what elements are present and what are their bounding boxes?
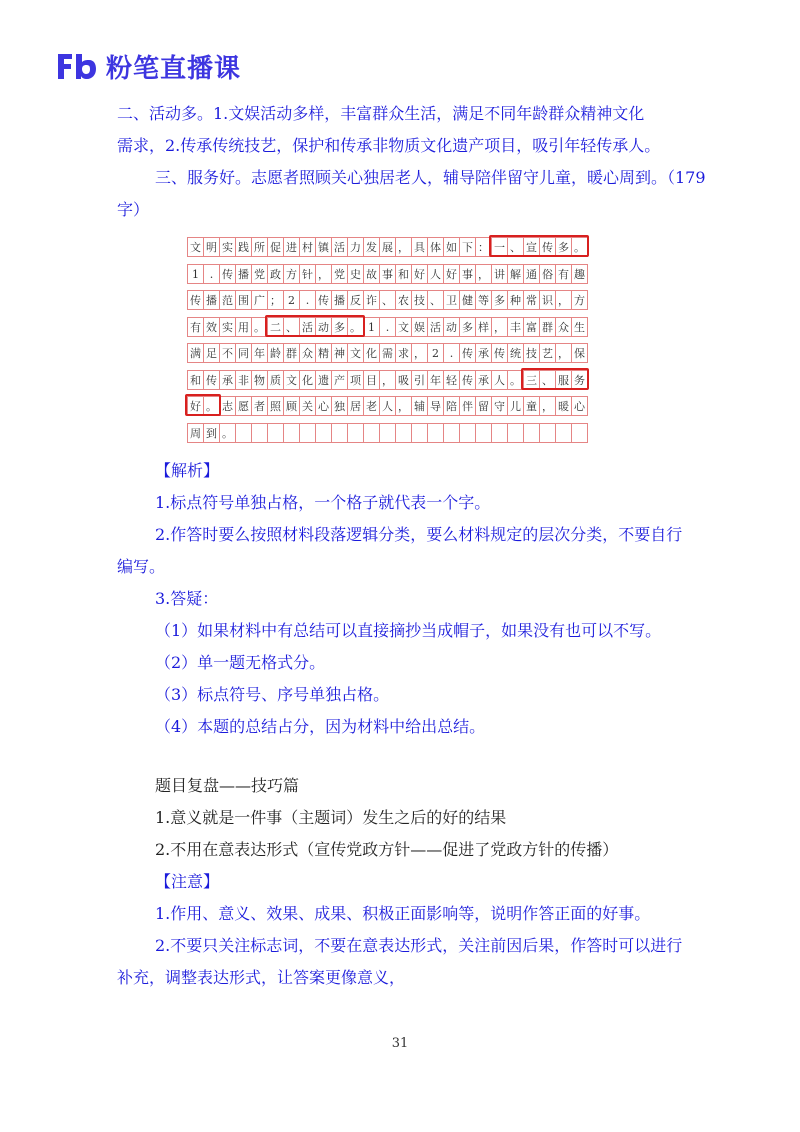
highlight-box: [265, 315, 365, 337]
grid-cell: 实: [219, 317, 236, 337]
grid-cell: 促: [267, 237, 284, 257]
grid-cell: [379, 423, 396, 443]
grid-cell: 文: [187, 237, 204, 257]
grid-cell: 践: [235, 237, 252, 257]
grid-cell: 文: [395, 317, 412, 337]
grid-cell: 体: [427, 237, 444, 257]
grid-cell: 解: [507, 264, 524, 284]
review-item: 2.不用在意表达形式（宣传党政方针——促进了党政方针的传播）: [155, 840, 619, 859]
grid-cell: 人: [427, 264, 444, 284]
grid-cell: 1: [187, 264, 204, 284]
grid-cell: 二: [267, 317, 284, 337]
grid-cell: [555, 423, 572, 443]
page-number: 31: [391, 1036, 409, 1051]
grid-cell: 党: [251, 264, 268, 284]
grid-row: [187, 261, 587, 287]
grid-cell: 群: [283, 343, 300, 363]
grid-cell: [427, 423, 444, 443]
grid-cell: 样: [475, 317, 492, 337]
grid-cell: [571, 423, 588, 443]
grid-cell: 暖: [555, 396, 572, 416]
grid-cell: 多: [491, 290, 508, 310]
grid-cell: 者: [251, 396, 268, 416]
grid-cell: 到: [203, 423, 220, 443]
analysis-item: （3）标点符号、序号单独占格。: [155, 685, 390, 704]
highlight-box: [185, 394, 221, 416]
grid-cell: 守: [491, 396, 508, 416]
grid-cell: 。: [219, 423, 236, 443]
grid-cell: 丰: [507, 317, 524, 337]
grid-cell: [299, 423, 316, 443]
notes-heading: 【注意】: [155, 872, 220, 891]
grid-cell: 用: [235, 317, 252, 337]
grid-cell: 独: [331, 396, 348, 416]
grid-cell: 心: [315, 396, 332, 416]
grid-cell: 务: [571, 370, 588, 390]
notes-item: 2.不要只关注标志词，不要在意表达形式，关注前因后果，作答时可以进行: [155, 936, 683, 955]
grid-cell: 目: [363, 370, 380, 390]
grid-cell: 传: [315, 290, 332, 310]
grid-cell: 农: [395, 290, 412, 310]
grid-cell: 非: [235, 370, 252, 390]
analysis-item: 编写。: [117, 557, 166, 576]
grid-cell: 留: [475, 396, 492, 416]
grid-cell: 服: [555, 370, 572, 390]
grid-cell: ，: [475, 264, 492, 284]
grid-cell: 承: [219, 370, 236, 390]
grid-cell: 所: [251, 237, 268, 257]
grid-cell: ，: [379, 370, 396, 390]
grid-cell: 辅: [411, 396, 428, 416]
grid-cell: 化: [299, 370, 316, 390]
grid-cell: 实: [219, 237, 236, 257]
notes-item: 1.作用、意义、效果、成果、积极正面影响等，说明作答正面的好事。: [155, 904, 651, 923]
grid-cell: 传: [203, 370, 220, 390]
grid-cell: 产: [331, 370, 348, 390]
grid-cell: 同: [235, 343, 252, 363]
grid-cell: 、: [539, 370, 556, 390]
grid-cell: 众: [299, 343, 316, 363]
grid-cell: 有: [187, 317, 204, 337]
grid-cell: 动: [443, 317, 460, 337]
body-line: 三、服务好。志愿者照顾关心独居老人，辅导陪伴留守儿童，暖心周到。（179: [155, 168, 706, 187]
analysis-item: 1.标点符号单独占格，一个格子就代表一个字。: [155, 493, 491, 512]
grid-row: [187, 393, 587, 419]
grid-cell: 童: [523, 396, 540, 416]
grid-cell: ，: [411, 343, 428, 363]
grid-cell: 明: [203, 237, 220, 257]
grid-cell: 围: [235, 290, 252, 310]
grid-cell: 和: [187, 370, 204, 390]
grid-cell: [411, 423, 428, 443]
grid-cell: ，: [539, 396, 556, 416]
grid-cell: [523, 423, 540, 443]
grid-cell: 引: [411, 370, 428, 390]
grid-cell: .: [443, 343, 460, 363]
grid-cell: ，: [395, 396, 412, 416]
grid-cell: 。: [251, 317, 268, 337]
grid-cell: 如: [443, 237, 460, 257]
grid-cell: 艺: [539, 343, 556, 363]
grid-cell: 多: [331, 317, 348, 337]
grid-cell: 传: [459, 343, 476, 363]
analysis-item: （2）单一题无格式分。: [155, 653, 326, 672]
grid-cell: 老: [363, 396, 380, 416]
grid-cell: 传: [187, 290, 204, 310]
grid-cell: 项: [347, 370, 364, 390]
grid-cell: 吸: [395, 370, 412, 390]
body-line: 二、活动多。1.文娱活动多样，丰富群众生活，满足不同年龄群众精神文化: [117, 104, 645, 123]
grid-cell: 富: [523, 317, 540, 337]
grid-cell: .: [379, 317, 396, 337]
grid-cell: 播: [235, 264, 252, 284]
grid-cell: 镇: [315, 237, 332, 257]
grid-cell: 照: [267, 396, 284, 416]
grid-cell: 技: [523, 343, 540, 363]
grid-cell: 力: [347, 237, 364, 257]
grid-cell: [315, 423, 332, 443]
grid-cell: 好: [411, 264, 428, 284]
grid-cell: 播: [203, 290, 220, 310]
grid-cell: 年: [251, 343, 268, 363]
grid-cell: 反: [347, 290, 364, 310]
grid-cell: 针: [299, 264, 316, 284]
grid-cell: 等: [475, 290, 492, 310]
grid-cell: 三: [523, 370, 540, 390]
grid-cell: 方: [571, 290, 588, 310]
grid-row: [187, 314, 587, 340]
grid-cell: 政: [267, 264, 284, 284]
grid-cell: 事: [379, 264, 396, 284]
grid-cell: 龄: [267, 343, 284, 363]
grid-cell: 统: [507, 343, 524, 363]
grid-cell: 技: [411, 290, 428, 310]
grid-cell: 2: [283, 290, 300, 310]
grid-cell: 。: [203, 396, 220, 416]
grid-cell: [251, 423, 268, 443]
grid-cell: 需: [379, 343, 396, 363]
notes-item: 补充，调整表达形式，让答案更像意义，: [117, 968, 406, 987]
grid-cell: 好: [187, 396, 204, 416]
grid-cell: [331, 423, 348, 443]
grid-cell: 质: [267, 370, 284, 390]
grid-cell: 承: [475, 370, 492, 390]
grid-cell: 遗: [315, 370, 332, 390]
grid-cell: 足: [203, 343, 220, 363]
grid-cell: 健: [459, 290, 476, 310]
grid-cell: 下: [459, 237, 476, 257]
grid-cell: [283, 423, 300, 443]
header-logo: [54, 46, 241, 86]
review-item: 1.意义就是一件事（主题词）发生之后的好的结果: [155, 808, 507, 827]
grid-cell: 广: [251, 290, 268, 310]
grid-cell: 众: [555, 317, 572, 337]
grid-cell: [363, 423, 380, 443]
grid-cell: .: [299, 290, 316, 310]
review-title: 题目复盘——技巧篇: [155, 776, 300, 795]
grid-cell: .: [203, 264, 220, 284]
grid-cell: 顾: [283, 396, 300, 416]
grid-cell: 轻: [443, 370, 460, 390]
grid-cell: ；: [267, 290, 284, 310]
grid-row: [187, 287, 587, 313]
grid-cell: 伴: [459, 396, 476, 416]
grid-cell: 故: [363, 264, 380, 284]
grid-cell: 效: [203, 317, 220, 337]
answer-grid: [183, 232, 627, 444]
grid-cell: 讲: [491, 264, 508, 284]
grid-cell: [395, 423, 412, 443]
grid-cell: 传: [459, 370, 476, 390]
grid-cell: 有: [555, 264, 572, 284]
grid-cell: 活: [299, 317, 316, 337]
grid-cell: 满: [187, 343, 204, 363]
grid-cell: 。: [347, 317, 364, 337]
grid-cell: 保: [571, 343, 588, 363]
grid-row: [187, 420, 587, 445]
grid-cell: 传: [219, 264, 236, 284]
grid-cell: 播: [331, 290, 348, 310]
grid-cell: 史: [347, 264, 364, 284]
grid-cell: ，: [315, 264, 332, 284]
grid-cell: 活: [331, 237, 348, 257]
grid-cell: 好: [443, 264, 460, 284]
grid-cell: ，: [555, 290, 572, 310]
grid-cell: 具: [411, 237, 428, 257]
grid-cell: 活: [427, 317, 444, 337]
grid-cell: 发: [363, 237, 380, 257]
analysis-heading: 【解析】: [155, 461, 220, 480]
grid-cell: 导: [427, 396, 444, 416]
grid-cell: 党: [331, 264, 348, 284]
grid-cell: 识: [539, 290, 556, 310]
grid-cell: [475, 423, 492, 443]
grid-cell: 心: [571, 396, 588, 416]
grid-cell: 、: [507, 237, 524, 257]
grid-cell: 周: [187, 423, 204, 443]
analysis-item: （1）如果材料中有总结可以直接摘抄当成帽子，如果没有也可以不写。: [155, 621, 662, 640]
analysis-item: 3.答疑：: [155, 589, 219, 608]
grid-cell: 诈: [363, 290, 380, 310]
grid-cell: 卫: [443, 290, 460, 310]
fenbi-logo-icon: [54, 48, 98, 84]
grid-cell: 方: [283, 264, 300, 284]
grid-cell: [235, 423, 252, 443]
analysis-item: （4）本题的总结占分，因为材料中给出总结。: [155, 717, 486, 736]
grid-cell: 关: [299, 396, 316, 416]
body-line: 需求，2.传承传统技艺，保护和传承非物质文化遗产项目，吸引年轻传承人。: [117, 136, 661, 155]
grid-cell: [491, 423, 508, 443]
grid-cell: 进: [283, 237, 300, 257]
grid-cell: 2: [427, 343, 444, 363]
grid-cell: [459, 423, 476, 443]
grid-cell: 1: [363, 317, 380, 337]
grid-cell: 常: [523, 290, 540, 310]
grid-cell: 年: [427, 370, 444, 390]
grid-cell: 动: [315, 317, 332, 337]
grid-cell: 求: [395, 343, 412, 363]
grid-cell: [267, 423, 284, 443]
grid-cell: 文: [283, 370, 300, 390]
grid-cell: 种: [507, 290, 524, 310]
logo-text: 粉笔直播课: [106, 53, 242, 84]
grid-row: [187, 340, 587, 366]
grid-cell: 精: [315, 343, 332, 363]
grid-cell: 居: [347, 396, 364, 416]
grid-cell: [347, 423, 364, 443]
grid-cell: 俗: [539, 264, 556, 284]
grid-cell: 人: [491, 370, 508, 390]
grid-cell: ，: [395, 237, 412, 257]
grid-cell: [539, 423, 556, 443]
grid-cell: 物: [251, 370, 268, 390]
highlight-box: [489, 235, 589, 257]
grid-cell: 传: [539, 237, 556, 257]
grid-cell: ，: [491, 317, 508, 337]
grid-cell: ，: [555, 343, 572, 363]
grid-cell: 文: [347, 343, 364, 363]
grid-cell: 村: [299, 237, 316, 257]
grid-cell: [443, 423, 460, 443]
grid-cell: 、: [283, 317, 300, 337]
grid-cell: 生: [571, 317, 588, 337]
grid-cell: 人: [379, 396, 396, 416]
grid-cell: 儿: [507, 396, 524, 416]
body-line: 字）: [117, 200, 150, 219]
grid-cell: 事: [459, 264, 476, 284]
grid-cell: 娱: [411, 317, 428, 337]
grid-cell: 陪: [443, 396, 460, 416]
grid-cell: 。: [571, 237, 588, 257]
grid-cell: 愿: [235, 396, 252, 416]
grid-cell: 通: [523, 264, 540, 284]
grid-cell: 展: [379, 237, 396, 257]
grid-cell: ：: [475, 237, 492, 257]
grid-cell: 。: [507, 370, 524, 390]
grid-cell: 一: [491, 237, 508, 257]
grid-cell: 趣: [571, 264, 588, 284]
grid-cell: 宣: [523, 237, 540, 257]
grid-cell: 承: [475, 343, 492, 363]
grid-cell: 神: [331, 343, 348, 363]
grid-cell: [507, 423, 524, 443]
grid-cell: 传: [491, 343, 508, 363]
grid-cell: 化: [363, 343, 380, 363]
grid-cell: 范: [219, 290, 236, 310]
analysis-item: 2.作答时要么按照材料段落逻辑分类，要么材料规定的层次分类，不要自行: [155, 525, 683, 544]
grid-cell: 不: [219, 343, 236, 363]
grid-cell: 、: [427, 290, 444, 310]
highlight-box: [521, 368, 589, 390]
grid-cell: 、: [379, 290, 396, 310]
grid-cell: 和: [395, 264, 412, 284]
grid-cell: 志: [219, 396, 236, 416]
grid-cell: 多: [555, 237, 572, 257]
grid-cell: 群: [539, 317, 556, 337]
grid-cell: 多: [459, 317, 476, 337]
